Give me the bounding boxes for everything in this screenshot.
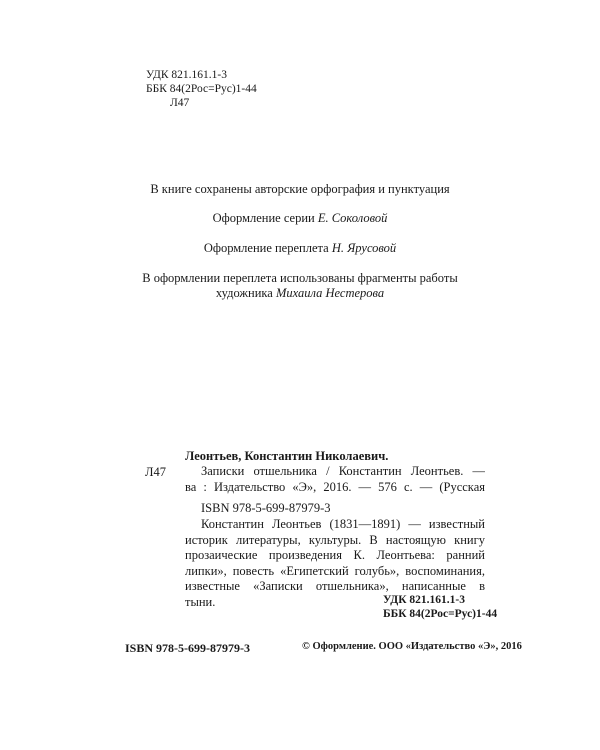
author-heading: Леонтьев, Константин Николаевич. [185,449,389,463]
annotation-line-3: прозаические произведения К. Леонтьева: ранний [185,548,485,562]
bib-description [185,464,485,495]
annotation-line-6: тыни. [185,594,216,609]
cover-design-name: Н. Ярусовой [331,241,397,255]
fragments-artist: Михаила Нестерова [275,286,385,300]
fragments-credit-line1: В оформлении переплета использованы фрагменты работы [142,271,458,285]
fragments-credit-line2 [0,285,600,301]
annotation-line-5: известные «Записки отшельника», написанные в [185,579,485,593]
cover-design-label: Оформление переплета [203,241,329,255]
series-design-credit [0,210,600,226]
series-design-name: Е. Соколовой [317,211,388,225]
bib-author-mark: Л47 [145,465,166,479]
top-author-mark: Л47 [170,97,190,109]
cover-design-credit [0,240,600,256]
description-line-2: ва : Издательство «Э», 2016. — 576 с. — (Русская [185,479,485,494]
orthography-note: В книге сохранены авторские орфография и пунктуация [150,182,450,196]
annotation-line-1: Константин Леонтьев (1831—1891) — известный [201,517,485,531]
bib-bbk-code: ББК 84(2Рос=Рус)1-44 [383,608,498,620]
fragments-prefix: художника [215,286,273,300]
annotation-line-4: липки», повесть «Египетский голубь», воспоминания, [185,563,485,578]
series-design-label: Оформление серии [212,211,315,225]
annotation-line-2: историк литературы, культуры. В настоящую книгу [185,532,485,547]
footer-copyright: © Оформление. ООО «Издательство «Э», 2016 [302,641,522,652]
bib-isbn: ISBN 978-5-699-87979-3 [201,501,331,515]
description-line-1: Записки отшельника / Константин Леонтьев. — [201,464,485,478]
bib-udk-code: УДК 821.161.1-3 [383,594,465,606]
footer-isbn: ISBN 978-5-699-87979-3 [125,641,250,655]
top-bbk-code: ББК 84(2Рос=Рус)1-44 [146,83,257,95]
top-udk-code: УДК 821.161.1-3 [146,69,227,81]
